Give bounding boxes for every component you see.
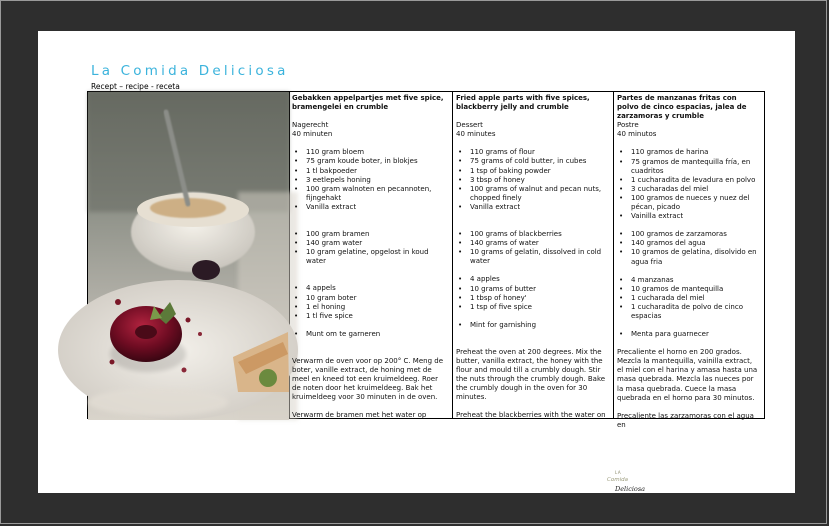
list-item: • 100 gramos de nueces y nuez del pécan, picado <box>631 194 760 212</box>
ingredient-list <box>292 330 448 339</box>
list-item: • 75 gram koude boter, in blokjes <box>306 157 448 166</box>
list-item: • Vanilla extract <box>470 203 609 212</box>
list-item: • 3 cucharadas del miel <box>631 185 760 194</box>
recipe-step: Precaliente el horno en 200 grados. Mezcla la mantequilla, vainilla extract, el miel con el harina y amasa hasta una masa quebrada. Mezcla las nueces por la masa quebrada. Cuece la masa quebrada en el horno para 30 minutos. <box>617 348 758 402</box>
recipe-step: Verwarm de oven voor op 200° C. Meng de boter, vanille extract, de honing met de meel en kneed tot een kruimeldeeg. Roer de noten door het kruimeldeeg. Bak het kruimeldeeg voor 30 minuten in de oven. <box>292 356 443 402</box>
ingredient-list <box>456 230 609 266</box>
recipe-title: Fried apple parts with five spices, blackberry jelly and crumble <box>456 94 590 112</box>
ingredient-list <box>456 148 609 212</box>
list-item: • 1 cucharada del miel <box>631 294 760 303</box>
list-item: • 1 tbsp of honey' <box>470 294 609 303</box>
list-item: • 1 tsp of five spice <box>470 303 609 312</box>
dessert-photo-image <box>88 92 289 420</box>
list-item: • 10 grams of gelatin, dissolved in cold water <box>470 248 609 266</box>
list-item: • 110 gram bloem <box>306 148 448 157</box>
list-item: • 4 appels <box>306 284 448 293</box>
recipe-course: Postre <box>617 121 639 130</box>
list-item: • Vanilla extract <box>306 203 448 212</box>
recipe-title: Gebakken appelpartjes met five spice, bramengelei en crumble <box>292 94 444 112</box>
list-item: • Vainilla extract <box>631 212 760 221</box>
recipe-column-dutch <box>289 92 453 418</box>
ingredient-list <box>292 284 448 320</box>
list-item: • 140 gramos del agua <box>631 239 760 248</box>
ingredient-list <box>617 330 760 339</box>
list-item: • 3 tbsp of honey <box>470 176 609 185</box>
recipe-title: Partes de manzanas fritas con polvo de cinco espacias, jalea de zarzamoras y crumble <box>617 94 747 121</box>
list-item: • 100 grams of walnut and pecan nuts, chopped finely <box>470 185 609 203</box>
recipe-course: Dessert <box>456 121 483 130</box>
list-item: • 100 gramos de zarzamoras <box>631 230 760 239</box>
list-item: • 100 gram bramen <box>306 230 448 239</box>
ingredient-list <box>292 148 448 212</box>
list-item: • 10 gramos de gelatina, disolvido en agua fria <box>631 248 760 266</box>
list-item: • 110 grams of flour <box>470 148 609 157</box>
list-item: • 10 gramos de mantequilla <box>631 285 760 294</box>
list-item: • 100 grams of blackberries <box>470 230 609 239</box>
footer-logo-mid: Comida <box>607 477 628 483</box>
recipe-time: 40 minutos <box>617 130 657 139</box>
recipe-time: 40 minuten <box>292 130 333 139</box>
list-item: • 140 gram water <box>306 239 448 248</box>
recipe-step: Verwarm de bramen met het water op <box>292 411 427 420</box>
dessert-photo <box>88 92 290 418</box>
recipe-table <box>87 91 765 429</box>
recipe-step: Precaliente las zarzamoras con el agua en <box>617 411 754 429</box>
list-item: • 100 gram walnoten en pecannoten, fijngehakt <box>306 185 448 203</box>
recipe-column-english <box>453 92 614 418</box>
list-item: • Mint for garnishing <box>470 321 609 330</box>
list-item: • 10 gram boter <box>306 294 448 303</box>
ingredient-list <box>456 275 609 311</box>
footer-logo-bottom: Deliciosa <box>615 485 646 493</box>
recipe-column-spanish <box>614 92 764 429</box>
list-item: • 75 grams of cold butter, in cubes <box>470 157 609 166</box>
brand-title: La Comida Deliciosa <box>91 63 289 79</box>
recipe-step: Preheat the blackberries with the water on <box>456 411 606 420</box>
list-item: • 4 apples <box>470 275 609 284</box>
list-item: • 1 cucharadita de polvo de cinco espacias <box>631 303 760 321</box>
list-item: • 4 manzanas <box>631 276 760 285</box>
ingredient-list <box>617 148 760 221</box>
list-item: • 1 el honing <box>306 303 448 312</box>
list-item: • 10 gram gelatine, opgelost in koud water <box>306 248 448 266</box>
recipe-time: 40 minutes <box>456 130 496 139</box>
list-item: • Munt om te garneren <box>306 330 448 339</box>
list-item: • 1 tl bakpoeder <box>306 167 448 176</box>
brand-subtitle: Recept – recipe - receta <box>91 82 180 91</box>
list-item: • 140 grams of water <box>470 239 609 248</box>
list-item: • 110 gramos de harina <box>631 148 760 157</box>
ingredient-list <box>617 230 760 266</box>
recipe-course: Nagerecht <box>292 121 329 130</box>
ingredient-list <box>456 321 609 330</box>
document-page <box>38 31 795 493</box>
list-item: • 10 grams of butter <box>470 285 609 294</box>
footer-logo-top: LA <box>615 470 622 475</box>
list-item: • 1 tl five spice <box>306 312 448 321</box>
list-item: • 1 cucharadita de levadura en polvo <box>631 176 760 185</box>
list-item: • 75 gramos de mantequilla fría, en cuadritos <box>631 158 760 176</box>
list-item: • Menta para guarnecer <box>631 330 760 339</box>
recipe-step: Preheat the oven at 200 degrees. Mix the butter, vanilla extract, the honey with the flour and mould till a crumbly dough. Stir the nuts through the crumbly dough. Bake the crumbly dough in the oven for 30 minutes. <box>456 347 606 402</box>
list-item: • 1 tsp of baking powder <box>470 167 609 176</box>
footer-logo <box>601 469 651 499</box>
ingredient-list <box>617 276 760 321</box>
ingredient-list <box>292 230 448 266</box>
list-item: • 3 eetlepels honing <box>306 176 448 185</box>
